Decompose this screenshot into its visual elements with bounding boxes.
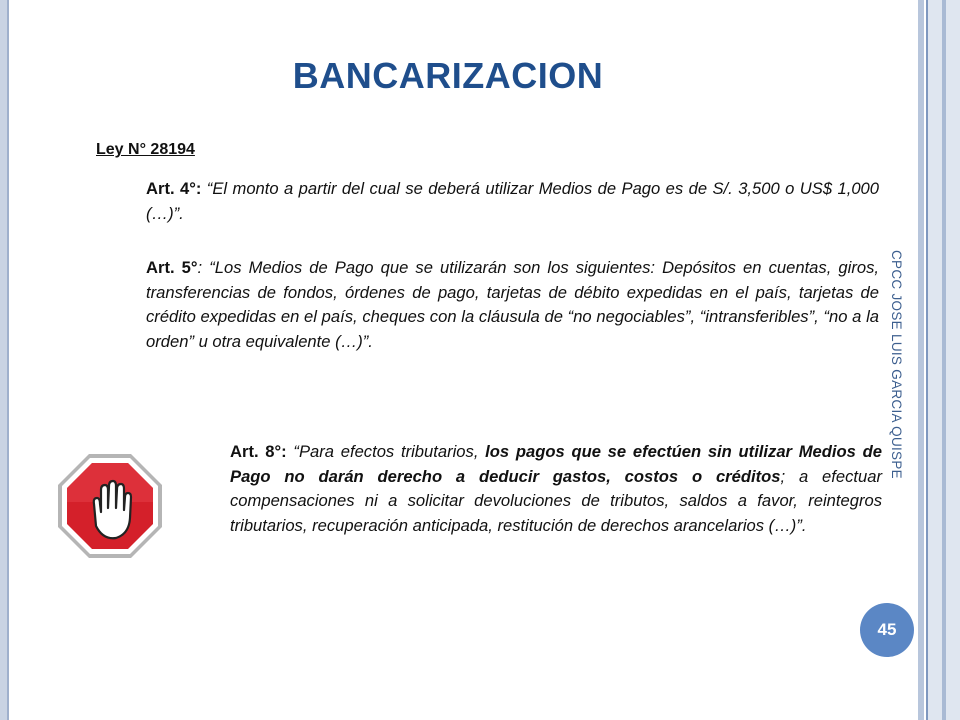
article-8-text-after: ; a efectuar compensaciones ni a solicitar devoluciones de tributos, saldos a favor, reintegros tributarios, recuperación anticipada, restitución de derechos arancelarios (…)”. bbox=[230, 466, 882, 535]
law-reference: Ley N° 28194 bbox=[96, 141, 195, 158]
left-border-decoration bbox=[0, 0, 10, 720]
article-4-label: Art. 4°: bbox=[146, 179, 202, 198]
article-5-label: Art. 5° bbox=[146, 258, 198, 277]
article-8-text-before: “Para efectos tributarios, bbox=[286, 442, 486, 461]
page-number-badge: 45 bbox=[860, 603, 914, 657]
article-8-label: Art. 8°: bbox=[230, 442, 287, 461]
article-8-text-bold: los pagos que se efectúen sin utilizar Medios de Pago no darán derecho a deducir gastos, costos o créditos bbox=[230, 442, 882, 486]
article-5 bbox=[146, 256, 879, 354]
article-4 bbox=[146, 177, 879, 226]
article-8 bbox=[230, 440, 882, 538]
stop-hand-icon bbox=[56, 452, 164, 560]
right-border-decoration bbox=[916, 0, 960, 720]
article-4-text: “El monto a partir del cual se deberá utilizar Medios de Pago es de S/. 3,500 o US$ 1,000 (…)”. bbox=[146, 179, 880, 223]
article-5-text: : “Los Medios de Pago que se utilizarán son los siguientes: Depósitos en cuentas, giros, transferencias de fondos, órdenes de pago, tarjetas de débito expedidas en el país, tarjetas de crédito expedidas en el país, cheques con la cláusula de “no negociables”, “intransferibles”, “no a la orden” u otra equivalente (…)”. bbox=[146, 258, 879, 351]
author-vertical-text: CPCC JOSE LUIS GARCIA QUISPE bbox=[889, 250, 904, 479]
slide-title: BANCARIZACION bbox=[292, 55, 604, 96]
